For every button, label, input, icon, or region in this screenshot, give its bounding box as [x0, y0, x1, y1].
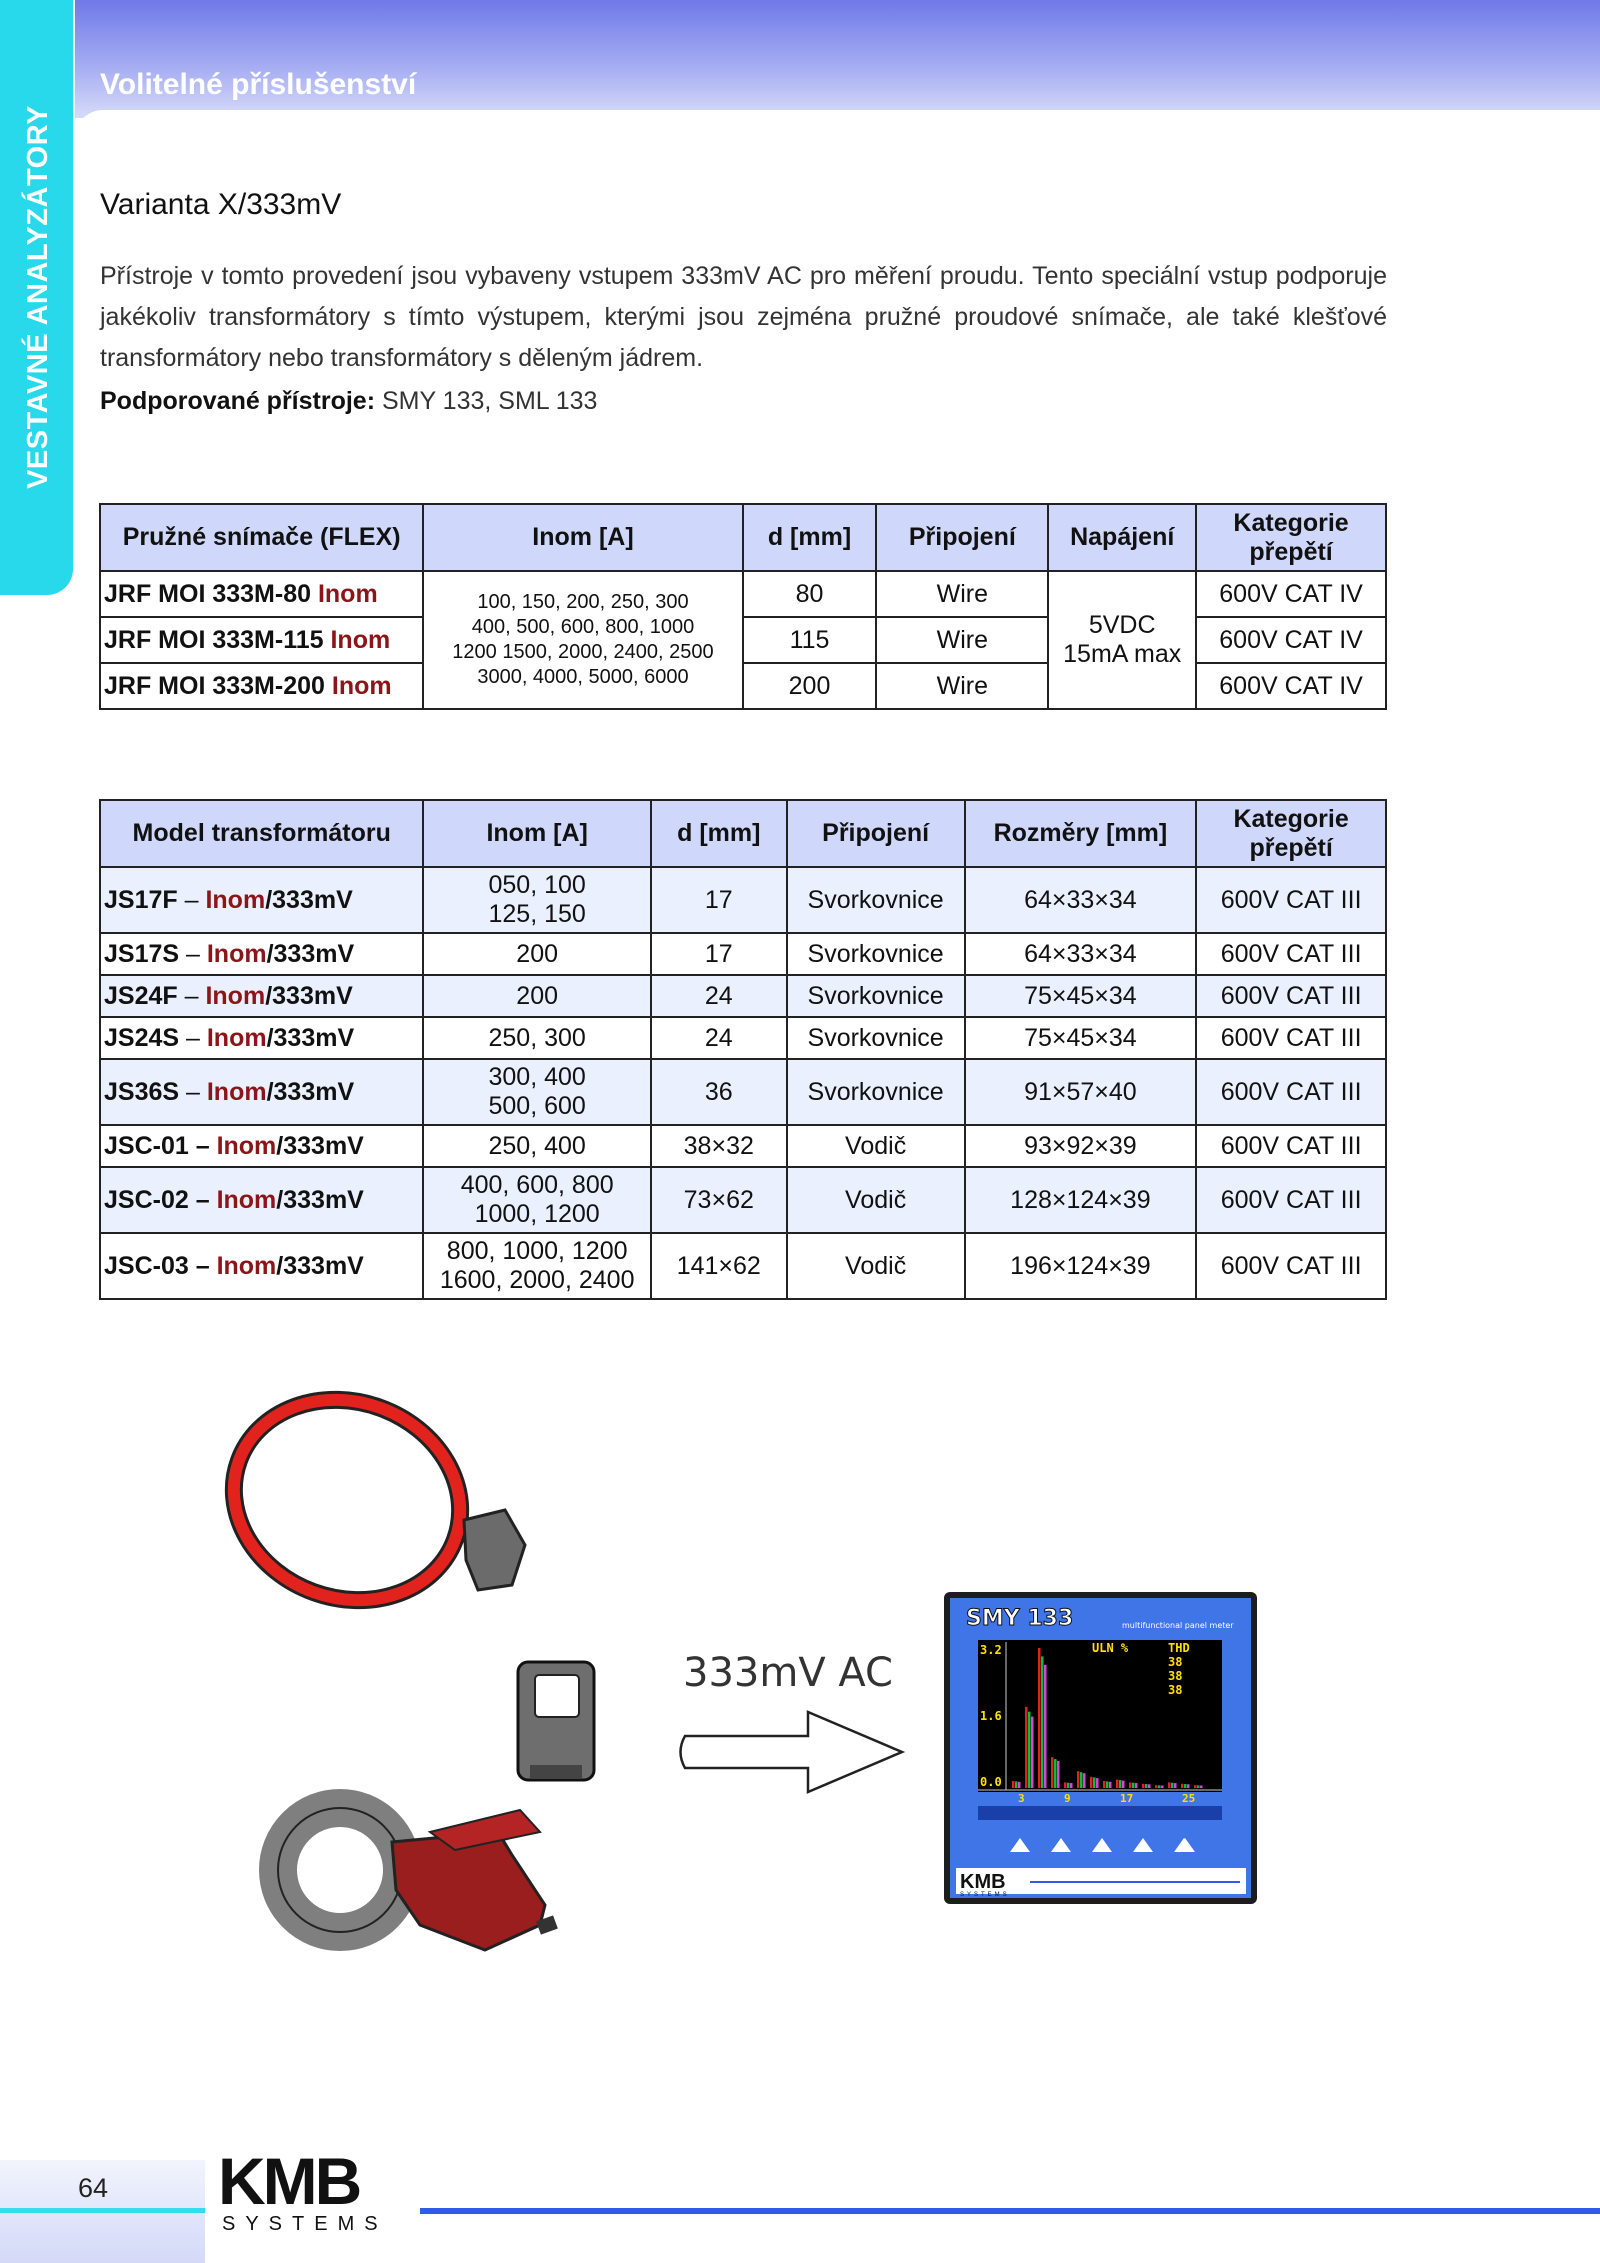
inom-cell: 800, 1000, 1200 1600, 2000, 2400: [423, 1233, 650, 1299]
header-cell: Kategorie přepětí: [1196, 504, 1386, 571]
d-cell: 141×62: [651, 1233, 787, 1299]
connection-cell: Svorkovnice: [787, 1059, 965, 1125]
harmonic-bar: [1015, 1781, 1018, 1788]
inom-cell: 100, 150, 200, 250, 300 400, 500, 600, 800, 1000 1200 1500, 2000, 2400, 2500 3000, 4000, 5000, 6000: [423, 571, 742, 709]
dimensions-cell: 91×57×40: [965, 1059, 1197, 1125]
svg-text:3.2: 3.2: [980, 1643, 1002, 1657]
category-cell: 600V CAT III: [1196, 1017, 1386, 1059]
power-cell: 5VDC 15mA max: [1048, 571, 1196, 709]
dimensions-cell: 64×33×34: [965, 933, 1197, 975]
header-cell: d [mm]: [743, 504, 877, 571]
harmonic-bar: [1041, 1656, 1044, 1788]
harmonic-bar: [1148, 1784, 1151, 1788]
harmonic-bar: [1067, 1783, 1070, 1788]
harmonic-bar: [1080, 1772, 1083, 1788]
harmonic-bar: [1051, 1757, 1054, 1788]
harmonic-bar: [1174, 1783, 1177, 1788]
model-cell: JSC-03 – Inom/333mV: [100, 1233, 423, 1299]
inom-cell: 200: [423, 933, 650, 975]
d-cell: 24: [651, 1017, 787, 1059]
smy133-meter-image: [944, 1592, 1257, 1904]
harmonic-bar: [1181, 1784, 1184, 1788]
device-brand-sub: SYSTEMS: [960, 1892, 1010, 1898]
footer-line-left: [0, 2208, 205, 2213]
device-subtitle: multifunctional panel meter: [1122, 1621, 1234, 1630]
header-cell: d [mm]: [651, 800, 787, 867]
inom-cell: 250, 400: [423, 1125, 650, 1167]
footer-line-right: [420, 2208, 1600, 2214]
side-tab-label: VESTAVNÉ ANALYZÁTORY: [22, 105, 54, 489]
d-cell: 38×32: [651, 1125, 787, 1167]
header-cell: Pružné snímače (FLEX): [100, 504, 423, 571]
header-cell: Připojení: [787, 800, 965, 867]
harmonic-bar: [1161, 1786, 1164, 1788]
harmonic-bar: [1168, 1782, 1171, 1788]
dimensions-cell: 93×92×39: [965, 1125, 1197, 1167]
intro-paragraph: Přístroje v tomto provedení jsou vybaveny vstupem 333mV AC pro měření proudu. Tento speciální vstup podporuje jakékoliv transformátory s tímto výstupem, kterými jsou zejména pružné proudové snímače, ale také klešťové transformátory nebo transformátory s děleným jádrem.: [100, 262, 1387, 372]
connection-cell: Svorkovnice: [787, 933, 965, 975]
category-cell: 600V CAT III: [1196, 1125, 1386, 1167]
harmonic-bar: [1142, 1784, 1145, 1788]
category-cell: 600V CAT IV: [1196, 571, 1386, 617]
device-brand: KMB: [960, 1871, 1006, 1893]
header-cell: Inom [A]: [423, 800, 650, 867]
harmonic-bar: [1028, 1712, 1031, 1788]
harmonic-bar: [1197, 1785, 1200, 1788]
harmonic-bar: [1077, 1771, 1080, 1788]
harmonic-bar: [1044, 1665, 1047, 1788]
page-number: 64: [78, 2173, 109, 2203]
category-cell: 600V CAT IV: [1196, 617, 1386, 663]
connection-cell: Vodič: [787, 1233, 965, 1299]
harmonic-bar: [1083, 1773, 1086, 1788]
kmb-logo-sub: SYSTEMS: [222, 2213, 388, 2235]
harmonic-bar: [1145, 1784, 1148, 1788]
harmonic-bar: [1018, 1782, 1021, 1788]
d-cell: 17: [651, 867, 787, 933]
harmonic-bar: [1129, 1782, 1132, 1788]
harmonic-bar: [1064, 1782, 1067, 1788]
harmonic-bar: [1090, 1777, 1093, 1788]
harmonic-bar: [1031, 1717, 1034, 1788]
harmonic-bar: [1012, 1781, 1015, 1788]
d-cell: 36: [651, 1059, 787, 1125]
category-cell: 600V CAT III: [1196, 975, 1386, 1017]
category-cell: 600V CAT III: [1196, 1059, 1386, 1125]
model-cell: JS17S – Inom/333mV: [100, 933, 423, 975]
harmonic-bar: [1109, 1782, 1112, 1788]
category-cell: 600V CAT III: [1196, 867, 1386, 933]
harmonic-bar: [1122, 1781, 1125, 1788]
dimensions-cell: 64×33×34: [965, 867, 1197, 933]
harmonic-bar: [1155, 1785, 1158, 1788]
d-cell: 80: [743, 571, 877, 617]
harmonic-bar: [1135, 1783, 1138, 1788]
connection-cell: Wire: [876, 571, 1048, 617]
svg-text:KMB: KMB: [218, 2150, 360, 2212]
flex-coil-image: [205, 1369, 525, 1632]
d-cell: 200: [743, 663, 877, 709]
harmonic-bar: [1184, 1784, 1187, 1788]
model-cell: JS24F – Inom/333mV: [100, 975, 423, 1017]
model-cell: JS24S – Inom/333mV: [100, 1017, 423, 1059]
svg-text:1.6: 1.6: [980, 1709, 1002, 1723]
category-cell: 600V CAT III: [1196, 1233, 1386, 1299]
harmonic-bar: [1119, 1780, 1122, 1788]
connection-cell: Wire: [876, 663, 1048, 709]
connection-cell: Wire: [876, 617, 1048, 663]
model-cell: JRF MOI 333M-200 Inom: [100, 663, 423, 709]
harmonic-bar: [1025, 1707, 1028, 1788]
harmonic-bar: [1093, 1777, 1096, 1788]
inom-cell: 200: [423, 975, 650, 1017]
signal-arrow: [681, 1712, 903, 1792]
harmonic-bar: [1132, 1783, 1135, 1788]
kmb-logo: [218, 2150, 408, 2212]
header-cell: Kategorie přepětí: [1196, 800, 1386, 867]
device-name: SMY 133: [966, 1606, 1074, 1631]
svg-text:9: 9: [1064, 1792, 1071, 1805]
model-cell: JSC-02 – Inom/333mV: [100, 1167, 423, 1233]
inom-cell: 300, 400 500, 600: [423, 1059, 650, 1125]
harmonic-bar: [1038, 1648, 1041, 1788]
category-cell: 600V CAT III: [1196, 1167, 1386, 1233]
supported-value: SMY 133, SML 133: [382, 387, 598, 415]
dimensions-cell: 128×124×39: [965, 1167, 1197, 1233]
section-title: Varianta X/333mV: [100, 188, 342, 221]
harmonic-bar: [1187, 1784, 1190, 1788]
d-cell: 17: [651, 933, 787, 975]
svg-text:3: 3: [1018, 1792, 1025, 1805]
model-cell: JS36S – Inom/333mV: [100, 1059, 423, 1125]
model-cell: JRF MOI 333M-115 Inom: [100, 617, 423, 663]
harmonic-bar: [1116, 1780, 1119, 1788]
inom-cell: 050, 100 125, 150: [423, 867, 650, 933]
inom-cell: 250, 300: [423, 1017, 650, 1059]
connection-cell: Vodič: [787, 1167, 965, 1233]
header-cell: Rozměry [mm]: [965, 800, 1197, 867]
header-title: Volitelné příslušenství: [100, 68, 417, 101]
svg-text:38: 38: [1168, 1669, 1183, 1683]
svg-text:ULN %: ULN %: [1092, 1641, 1129, 1655]
dimensions-cell: 75×45×34: [965, 1017, 1197, 1059]
dimensions-cell: 196×124×39: [965, 1233, 1197, 1299]
header-cell: Napájení: [1048, 504, 1196, 571]
model-cell: JRF MOI 333M-80 Inom: [100, 571, 423, 617]
connection-cell: Svorkovnice: [787, 1017, 965, 1059]
connection-cell: Vodič: [787, 1125, 965, 1167]
header-cell: Připojení: [876, 504, 1048, 571]
inom-cell: 400, 600, 800 1000, 1200: [423, 1167, 650, 1233]
header-cell: Model transformátoru: [100, 800, 423, 867]
harmonic-bar: [1057, 1761, 1060, 1788]
harmonic-bar: [1106, 1781, 1109, 1788]
category-cell: 600V CAT III: [1196, 933, 1386, 975]
dimensions-cell: 75×45×34: [965, 975, 1197, 1017]
svg-text:0.0: 0.0: [980, 1775, 1002, 1789]
harmonic-bar: [1096, 1778, 1099, 1788]
header-cell: Inom [A]: [423, 504, 742, 571]
category-cell: 600V CAT IV: [1196, 663, 1386, 709]
harmonic-bar: [1171, 1783, 1174, 1788]
harmonic-bar: [1200, 1786, 1203, 1788]
svg-text:25: 25: [1182, 1792, 1196, 1805]
harmonic-bar: [1103, 1781, 1106, 1788]
signal-label: 333mV AC: [683, 1650, 893, 1696]
harmonic-bar: [1054, 1759, 1057, 1788]
d-cell: 24: [651, 975, 787, 1017]
svg-text:38: 38: [1168, 1655, 1183, 1669]
svg-text:38: 38: [1168, 1683, 1183, 1697]
harmonic-bar: [1070, 1783, 1073, 1788]
supported-label: Podporované přístroje:: [100, 387, 376, 415]
clamp-ct-image: [278, 1808, 558, 1950]
split-core-ct-image: [518, 1662, 594, 1780]
harmonic-bar: [1194, 1785, 1197, 1788]
connection-cell: Svorkovnice: [787, 867, 965, 933]
model-cell: JSC-01 – Inom/333mV: [100, 1125, 423, 1167]
d-cell: 73×62: [651, 1167, 787, 1233]
svg-text:17: 17: [1120, 1792, 1134, 1805]
harmonic-bar: [1158, 1785, 1161, 1788]
connection-cell: Svorkovnice: [787, 975, 965, 1017]
d-cell: 115: [743, 617, 877, 663]
model-cell: JS17F – Inom/333mV: [100, 867, 423, 933]
svg-text:THD: THD: [1168, 1641, 1190, 1655]
